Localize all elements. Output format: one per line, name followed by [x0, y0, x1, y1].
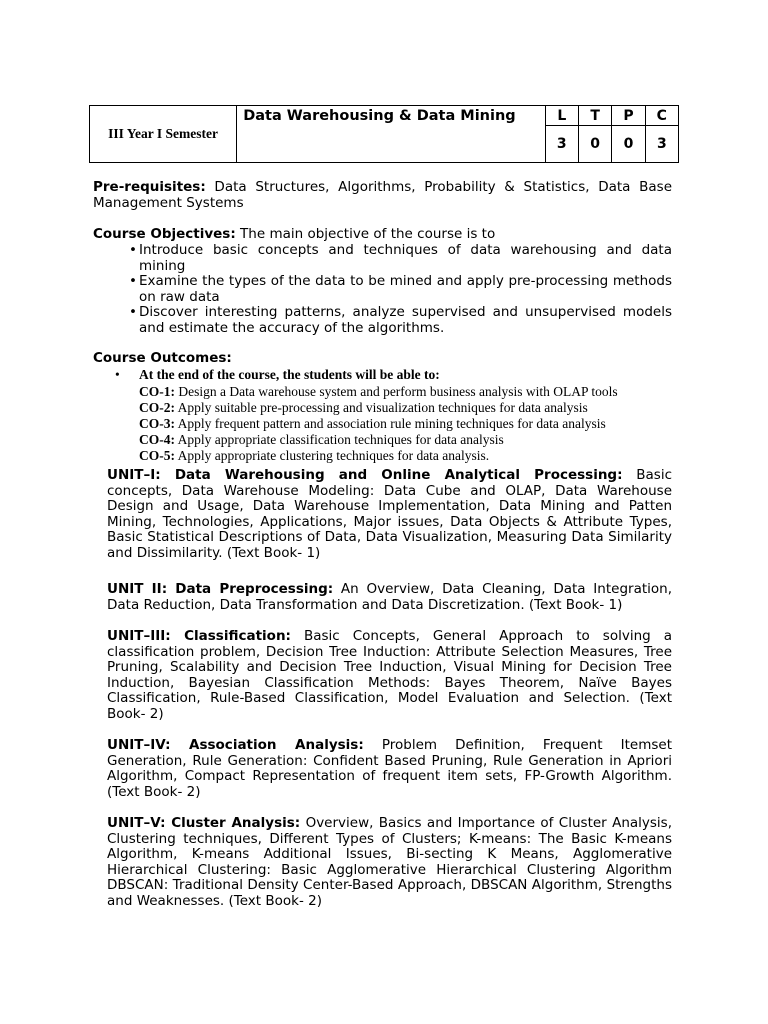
outcomes-lead: At the end of the course, the students will be able to: [139, 367, 440, 382]
list-item: CO-1: Design a Data warehouse system and perform business analysis with OLAP tools [139, 384, 618, 399]
course-objectives-heading [93, 227, 672, 243]
list-item: CO-5: Apply appropriate clustering techniques for data analysis. [139, 448, 490, 463]
objectives-intro: The main objective of the course is to [240, 226, 496, 242]
list-item: CO-2: Apply suitable pre-processing and visualization techniques for data analysis [139, 400, 588, 415]
list-item: CO-3: Apply frequent pattern and association rule mining techniques for data analysis [139, 416, 606, 431]
ltpc-value-p: 0 [612, 126, 645, 163]
course-title: Data Warehousing & Data Mining [237, 106, 545, 163]
ltpc-value-c: 3 [645, 126, 678, 163]
prerequisites [93, 180, 672, 211]
bullet-icon: • [129, 304, 137, 321]
ltpc-label-c: C [645, 106, 678, 126]
objectives-list [129, 242, 672, 337]
unit-2 [107, 582, 672, 613]
unit-4 [107, 738, 672, 800]
unit-text: Overview, Basics and Importance of Cluster Analysis, Clustering techniques, Different Types of Clusters; K-means: The Basic K-means Algorithm, K-means Additional Issues, Bi-secting K Means, Agglomerative Hierarchical Clustering: Basic Agglomerative Hierarchical Clustering Algorithm DBSCAN: Traditional Density Center-Based Approach, DBSCAN Algorithm, Strengths and Weaknesses. (Text Book- 2) [107, 815, 672, 909]
unit-5 [107, 816, 672, 910]
prerequisites-label: Pre-requisites: [93, 179, 206, 195]
list-item: • Introduce basic concepts and techniques of data warehousing and data mining [129, 242, 672, 274]
ltpc-value-l: 3 [545, 126, 578, 163]
semester-cell: III Year I Semester [90, 106, 237, 163]
ltpc-label-t: T [578, 106, 611, 126]
unit-text: Basic concepts, Data Warehouse Modeling: Data Cube and OLAP, Data Warehouse Design and Usage, Data Warehouse Implementation, Data Mining and Patten Mining, Technologies, Applications, Major issues, Data Objects & Attribute Types, Basic Statistical Descriptions of Data, Data Visualization, Measuring Data Similarity and Dissimilarity. (Text Book- 1) [107, 467, 672, 561]
ltpc-label-l: L [545, 106, 578, 126]
unit-heading: UNIT–III: Classification: [107, 628, 291, 644]
bullet-icon: • [129, 273, 137, 290]
unit-text: Problem Definition, Frequent Itemset Generation, Rule Generation: Confident Based Pruning, Rule Generation in Apriori Algorithm, Compact Representation of frequent item sets, FP-Growth Algorithm. (Text Book- 2) [107, 737, 672, 800]
outcomes-lead-bullet: • [115, 367, 120, 382]
ltpc-value-t: 0 [578, 126, 611, 163]
ltpc-label-p: P [612, 106, 645, 126]
outcomes-label: Course Outcomes: [93, 350, 232, 366]
unit-text: Basic Concepts, General Approach to solving a classification problem, Decision Tree Induction: Attribute Selection Measures, Tree Pruning, Scalability and Decision Tree Induction, Visual Mining for Decision Tree Induction, Bayesian Classification Methods: Bayes Theorem, Naïve Bayes Classification, Rule-Based Classification, Model Evaluation and Selection. (Text Book- 2) [107, 628, 672, 722]
unit-1 [107, 468, 672, 562]
unit-heading: UNIT II: Data Preprocessing: [107, 581, 334, 597]
list-item: • Examine the types of the data to be mined and apply pre-processing methods on raw data [129, 273, 672, 305]
unit-heading: UNIT–V: Cluster Analysis: [107, 815, 301, 831]
list-item: CO-4: Apply appropriate classification techniques for data analysis [139, 432, 504, 447]
unit-heading: UNIT–IV: Association Analysis: [107, 737, 364, 753]
unit-3 [107, 629, 672, 723]
unit-text: An Overview, Data Cleaning, Data Integration, Data Reduction, Data Transformation and Data Discretization. (Text Book- 1) [107, 581, 672, 613]
objectives-label: Course Objectives: [93, 226, 236, 242]
course-header-table [89, 105, 679, 163]
unit-heading: UNIT–I: Data Warehousing and Online Analytical Processing: [107, 467, 623, 483]
prerequisites-text: Data Structures, Algorithms, Probability & Statistics, Data Base Management Systems [93, 179, 672, 211]
list-item: • Discover interesting patterns, analyze supervised and unsupervised models and estimate the accuracy of the algorithms. [129, 304, 672, 336]
bullet-icon: • [129, 242, 137, 258]
